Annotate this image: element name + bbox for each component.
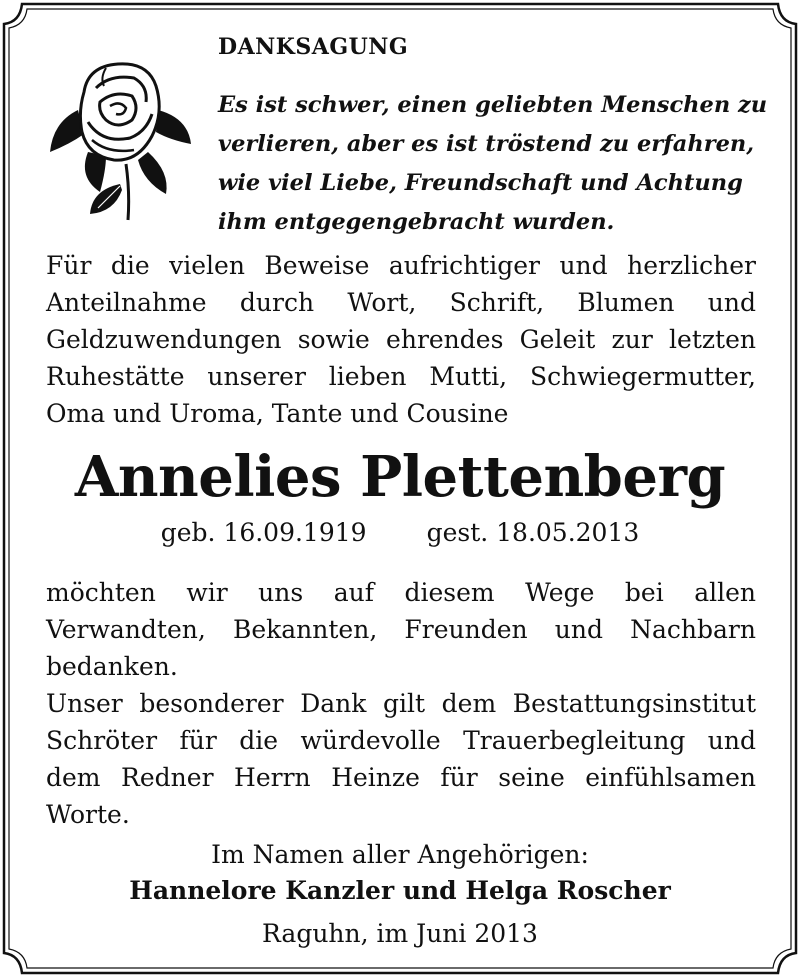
life-dates [0,518,800,547]
quote-line: wie viel Liebe, Freundschaft und Achtung [218,170,743,196]
birth-date: geb. 16.09.1919 [160,518,367,547]
quote [218,86,766,242]
intro-line: Geldzuwendungen sowie ehrendes Geleit zur letzten [46,325,756,354]
death-date: gest. 18.05.2013 [426,518,640,547]
deceased-name: Annelies Plettenberg [74,444,726,510]
intro-paragraph [46,247,756,432]
thanks-line: Worte. [46,800,130,829]
thanks-line: möchten wir uns auf diesem Wege bei allen [46,578,756,607]
intro-line: Für die vielen Beweise aufrichtiger und herzlicher [46,251,756,280]
quote-line: ihm entgegengebracht wurden. [218,209,615,235]
place-date: Raguhn, im Juni 2013 [262,919,538,948]
thanks-line: Unser besonderer Dank gilt dem Bestattungsinstitut [46,689,756,718]
thanks-line: bedanken. [46,652,178,681]
heading-danksagung: DANKSAGUNG [218,34,409,60]
thanks-line: dem Redner Herrn Heinze für seine einfühlsamen [46,763,756,792]
rose-icon [48,52,193,224]
quote-line: Es ist schwer, einen geliebten Menschen zu [218,92,768,118]
thanks-line: Verwandten, Bekannten, Freunden und Nachbarn [46,615,756,644]
thanks-line: Schröter für die würdevolle Trauerbegleitung und [46,726,756,755]
intro-line: Oma und Uroma, Tante und Cousine [46,399,509,428]
quote-line: verlieren, aber es ist tröstend zu erfahren, [218,131,755,157]
intro-line: Ruhestätte unserer lieben Mutti, Schwiegermutter, [46,362,756,391]
signature-intro: Im Namen aller Angehörigen: [211,840,589,869]
thanks-paragraph [46,574,756,833]
intro-line: Anteilnahme durch Wort, Schrift, Blumen und [46,288,756,317]
signature-names: Hannelore Kanzler und Helga Roscher [129,876,671,905]
